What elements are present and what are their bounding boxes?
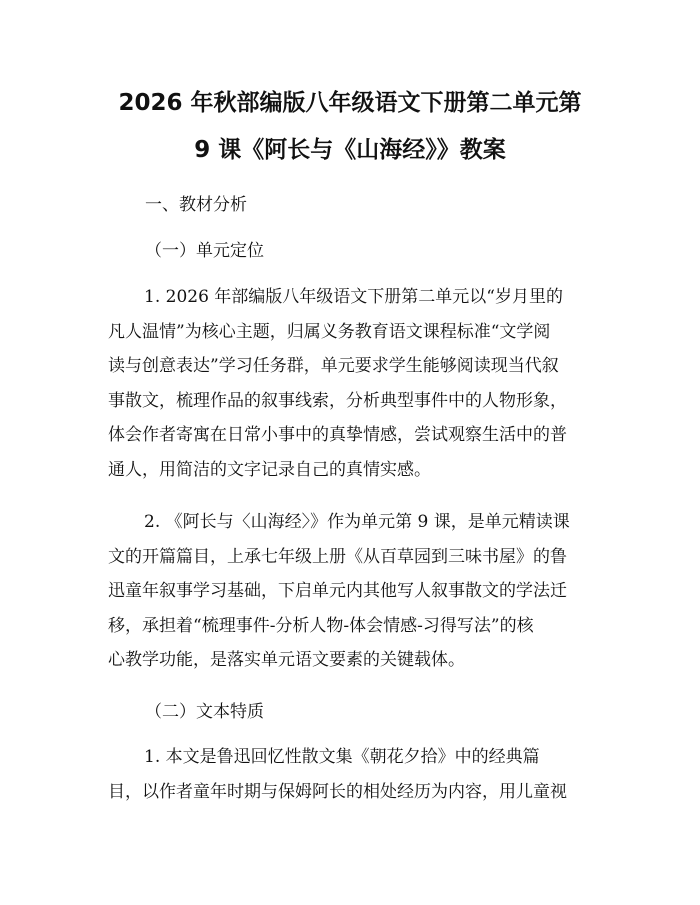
document-title-line-2: 9 课《阿长与《山海经》》教案 [194, 137, 506, 163]
paragraph-line: 移，承担着“梳理事件-分析人物-体会情感-习得写法”的核 [108, 615, 534, 636]
subsection-heading-text-features: （二）文本特质 [145, 702, 264, 722]
paragraph-line: 文的开篇篇目，上承七年级上册《从百草园到三味书屋》的鲁 [108, 546, 567, 567]
document-title-line-1: 2026 年秋部编版八年级语文下册第二单元第 [118, 90, 582, 116]
paragraph-line: 心教学功能，是落实单元语文要素的关键载体。 [108, 650, 465, 670]
paragraph-line: 体会作者寄寓在日常小事中的真挚情感，尝试观察生活中的普 [108, 425, 567, 445]
paragraph-line: 2. 《阿长与〈山海经〉》作为单元第 9 课，是单元精读课 [144, 512, 570, 532]
paragraph-line: 迅童年叙事学习基础，下启单元内其他写人叙事散文的学法迁 [108, 581, 567, 601]
paragraph-text-features [108, 740, 594, 809]
paragraph-unit-theme [108, 280, 594, 487]
paragraph-line: 凡人温情”为核心主题，归属义务教育语文课程标准“文学阅 [108, 321, 551, 342]
paragraph-line: 1. 2026 年部编版八年级语文下册第二单元以“岁月里的 [144, 287, 563, 307]
subsection-heading-unit-positioning: （一）单元定位 [145, 241, 264, 261]
section-heading-teaching-material-analysis: 一、教材分析 [145, 195, 247, 215]
paragraph-line: 读与创意表达”学习任务群，单元要求学生能够阅读现当代叙 [108, 356, 559, 376]
paragraph-line: 目，以作者童年时期与保姆阿长的相处经历为内容，用儿童视 [108, 781, 567, 802]
paragraph-line: 事散文，梳理作品的叙事线索，分析典型事件中的人物形象， [108, 390, 567, 411]
paragraph-lesson-role [108, 505, 594, 678]
paragraph-line: 通人，用简洁的文字记录自己的真情实感。 [108, 459, 431, 480]
paragraph-line: 1. 本文是鲁迅回忆性散文集《朝花夕拾》中的经典篇 [144, 747, 540, 767]
